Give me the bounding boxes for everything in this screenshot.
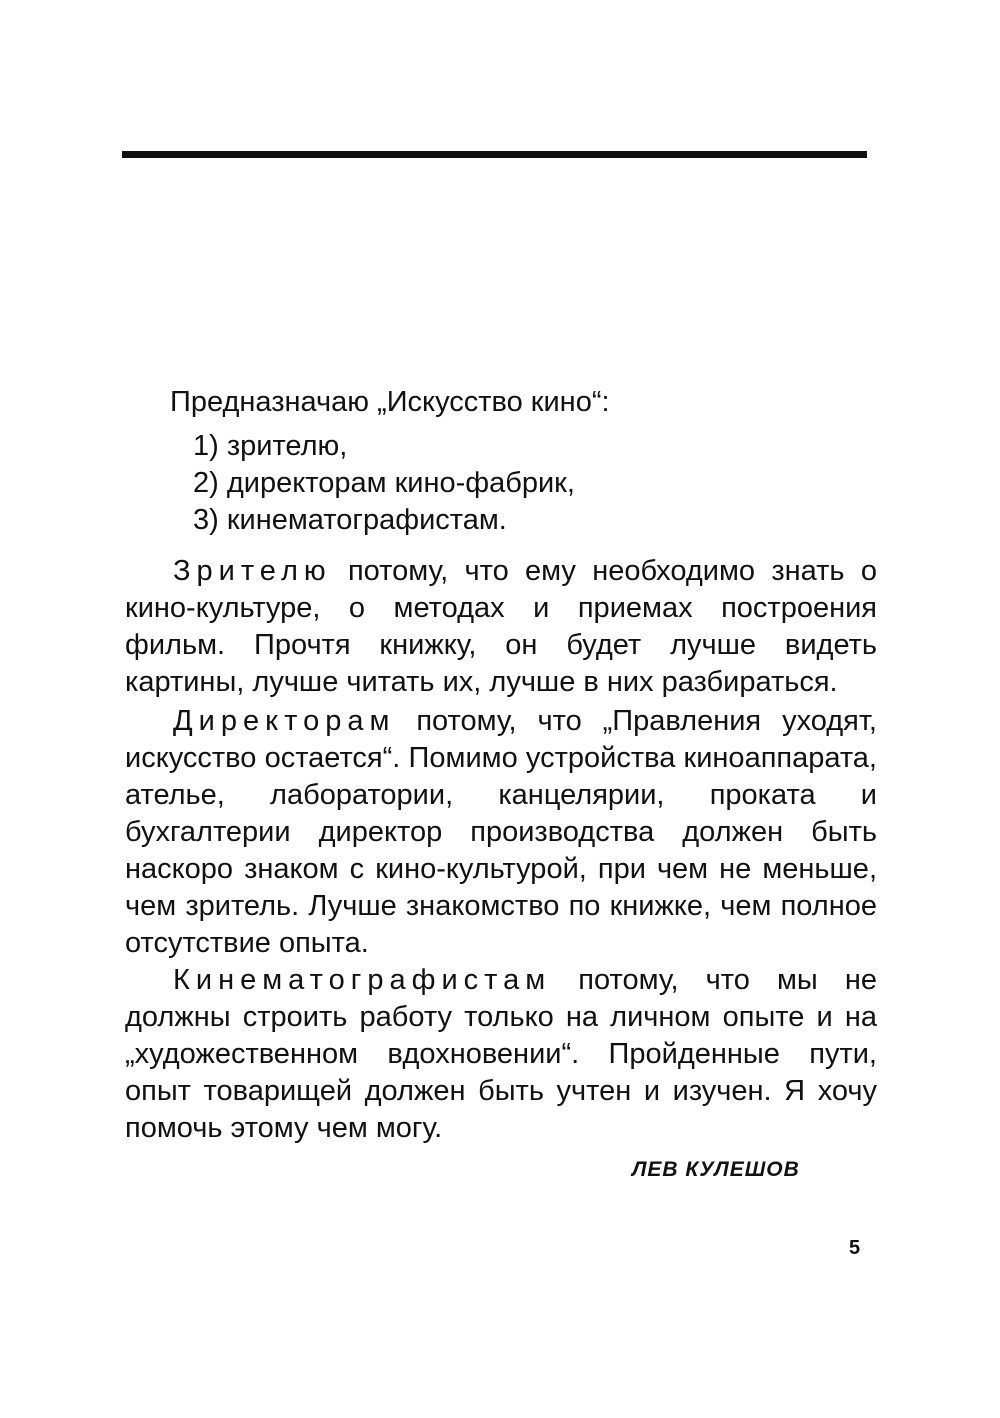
dedication-list [193,428,575,539]
list-item: 2) директорам кино-фабрик, [193,467,575,499]
paragraph-lead: Кинематографистам [173,964,552,996]
paragraph-lead: Зрителю [173,555,332,587]
paragraph-directors [125,703,877,962]
list-item: 1) зрителю, [193,430,348,462]
paragraph-text: потому, что ему необходимо знать о кино-культуре, о методах и приемах построения фильм. Прочтя книжку, он будет лучше видеть картины, лучше читать их, лучше в них разбираться. [125,555,877,698]
paragraph-filmmakers [125,962,877,1147]
page-number: 5 [849,1237,861,1259]
paragraph-lead: Директорам [173,705,396,737]
list-item: 3) кинематографистам. [193,504,507,536]
dedication-intro: Предназначаю „Искусство кино“: [170,386,610,418]
author-signature: ЛЕВ КУЛЕШОВ [632,1158,800,1181]
paragraph-viewer [125,553,877,701]
paragraph-text: потому, что „Правления уходят, искусство остается“. Помимо устройства киноаппарата, ателье, лаборатории, канцелярии, проката и бухгалтерии директор производства должен быть наскоро знаком с кино-культурой, при чем не меньше, чем зритель. Лучше знакомство по книжке, чем полное отсутствие опыта. [125,705,877,959]
top-rule [122,151,867,158]
paragraph-text: потому, что мы не должны строить работу только на личном опыте и на „художественном вдохновении“. Пройденные пути, опыт товарищей должен быть учтен и изучен. Я хочу помочь этому чем могу. [125,964,877,1144]
